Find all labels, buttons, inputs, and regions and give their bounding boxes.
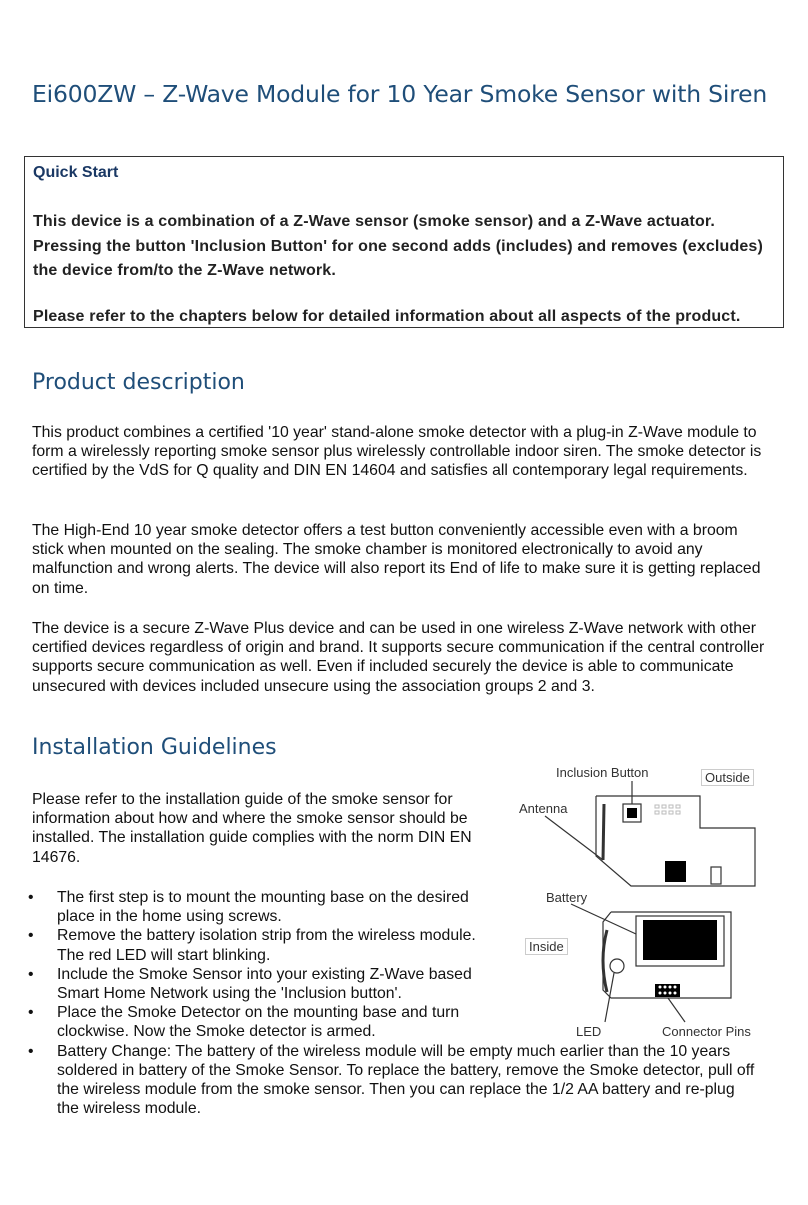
- bullet: •: [28, 965, 34, 983]
- inclusion-button-dot: [627, 808, 637, 818]
- outside-chip: [665, 861, 686, 882]
- quick-start-heading: Quick Start: [33, 164, 119, 181]
- bullet: •: [28, 927, 34, 945]
- bullet: •: [28, 889, 34, 906]
- step-text: Remove the battery isolation strip from the wireless module. The red LED will start blinking.: [57, 927, 476, 964]
- antenna-wire: [603, 804, 604, 860]
- inside-antenna: [603, 930, 607, 992]
- step-text: Place the Smoke Detector on the mounting base and turn clockwise. Now the Smoke detector is armed.: [57, 1004, 460, 1041]
- product-paragraph-2: The High-End 10 year smoke detector offers a test button conveniently accessible even with a broom stick when mounted on the sealing. The smoke chamber is monitored electronically to avoid any malfunction and wrong alerts. The device will also report its End of life to make sure it is getting replaced on time.: [32, 522, 761, 597]
- label-inside: Inside: [525, 938, 568, 955]
- list-item: [0, 1003, 497, 1041]
- label-battery: Battery: [546, 890, 588, 905]
- label-connector-pins: Connector Pins: [662, 1024, 751, 1039]
- step-text: The first step is to mount the mounting base on the desired place in the home using screws.: [57, 889, 469, 926]
- product-paragraph-1: This product combines a certified '10 year' stand-alone smoke detector with a plug-in Z-Wave module to form a wirelessly reporting smoke sensor plus wirelessly controllable indoor siren. The smoke detector is certified by the VdS for Q quality and DIN EN 14604 and satisfies all contemporary legal requirements.: [32, 424, 762, 480]
- step-text: Battery Change: The battery of the wireless module will be empty much earlier than the 10 years soldered in battery of the Smoke Sensor. To replace the battery, remove the Smoke detector, pull off the wireless module from the smoke sensor. Then you can replace the 1/2 AA battery and re-plug the wireless module.: [57, 1042, 755, 1118]
- outside-pads: [655, 805, 680, 814]
- document-title: Ei600ZW – Z-Wave Module for 10 Year Smoke Sensor with Siren: [32, 80, 768, 108]
- antenna-leader: [545, 816, 603, 860]
- list-item: [0, 926, 497, 964]
- quick-start-text: This device is a combination of a Z-Wave sensor (smoke sensor) and a Z-Wave actuator. Pressing the button 'Inclusion Button' for one second adds (includes) and removes (excludes) the device from/to the Z-Wave network.: [33, 213, 763, 279]
- product-description-heading: Product description: [32, 370, 245, 395]
- list-item: [0, 888, 497, 926]
- list-item: [0, 965, 497, 1003]
- installation-intro: Please refer to the installation guide of the smoke sensor for information about how and where the smoke sensor should be installed. The installation guide complies with the norm DIN EN 14676.: [32, 791, 472, 866]
- bullet: •: [28, 1004, 34, 1022]
- installation-heading: Installation Guidelines: [32, 735, 277, 760]
- list-item: [0, 1042, 760, 1119]
- label-led: LED: [576, 1024, 602, 1039]
- module-diagram: [505, 760, 805, 1045]
- battery-body: [643, 920, 717, 960]
- label-outside: Outside: [701, 769, 754, 786]
- step-text: Include the Smoke Sensor into your existing Z-Wave based Smart Home Network using the 'Inclusion button'.: [57, 965, 472, 1003]
- label-inclusion-button: Inclusion Button: [556, 765, 649, 780]
- led-outline: [610, 959, 624, 973]
- outside-component: [711, 867, 721, 884]
- label-antenna: Antenna: [519, 801, 568, 816]
- quick-start-reference: Please refer to the chapters below for detailed information about all aspects of the product.: [33, 308, 741, 325]
- quick-start-box: [24, 156, 784, 328]
- pins-leader: [668, 998, 685, 1022]
- product-paragraph-3: The device is a secure Z-Wave Plus device and can be used in one wireless Z-Wave network with other certified devices regardless of origin and brand. It supports secure communication if the central controller supports secure communication as well. Even if included securely the device is able to communicate unsecured with devices included unsecure using the association groups 2 and 3.: [32, 620, 765, 695]
- solid-parts: [627, 808, 717, 997]
- bullet: •: [28, 1042, 34, 1060]
- connector-pins-block: [655, 984, 680, 997]
